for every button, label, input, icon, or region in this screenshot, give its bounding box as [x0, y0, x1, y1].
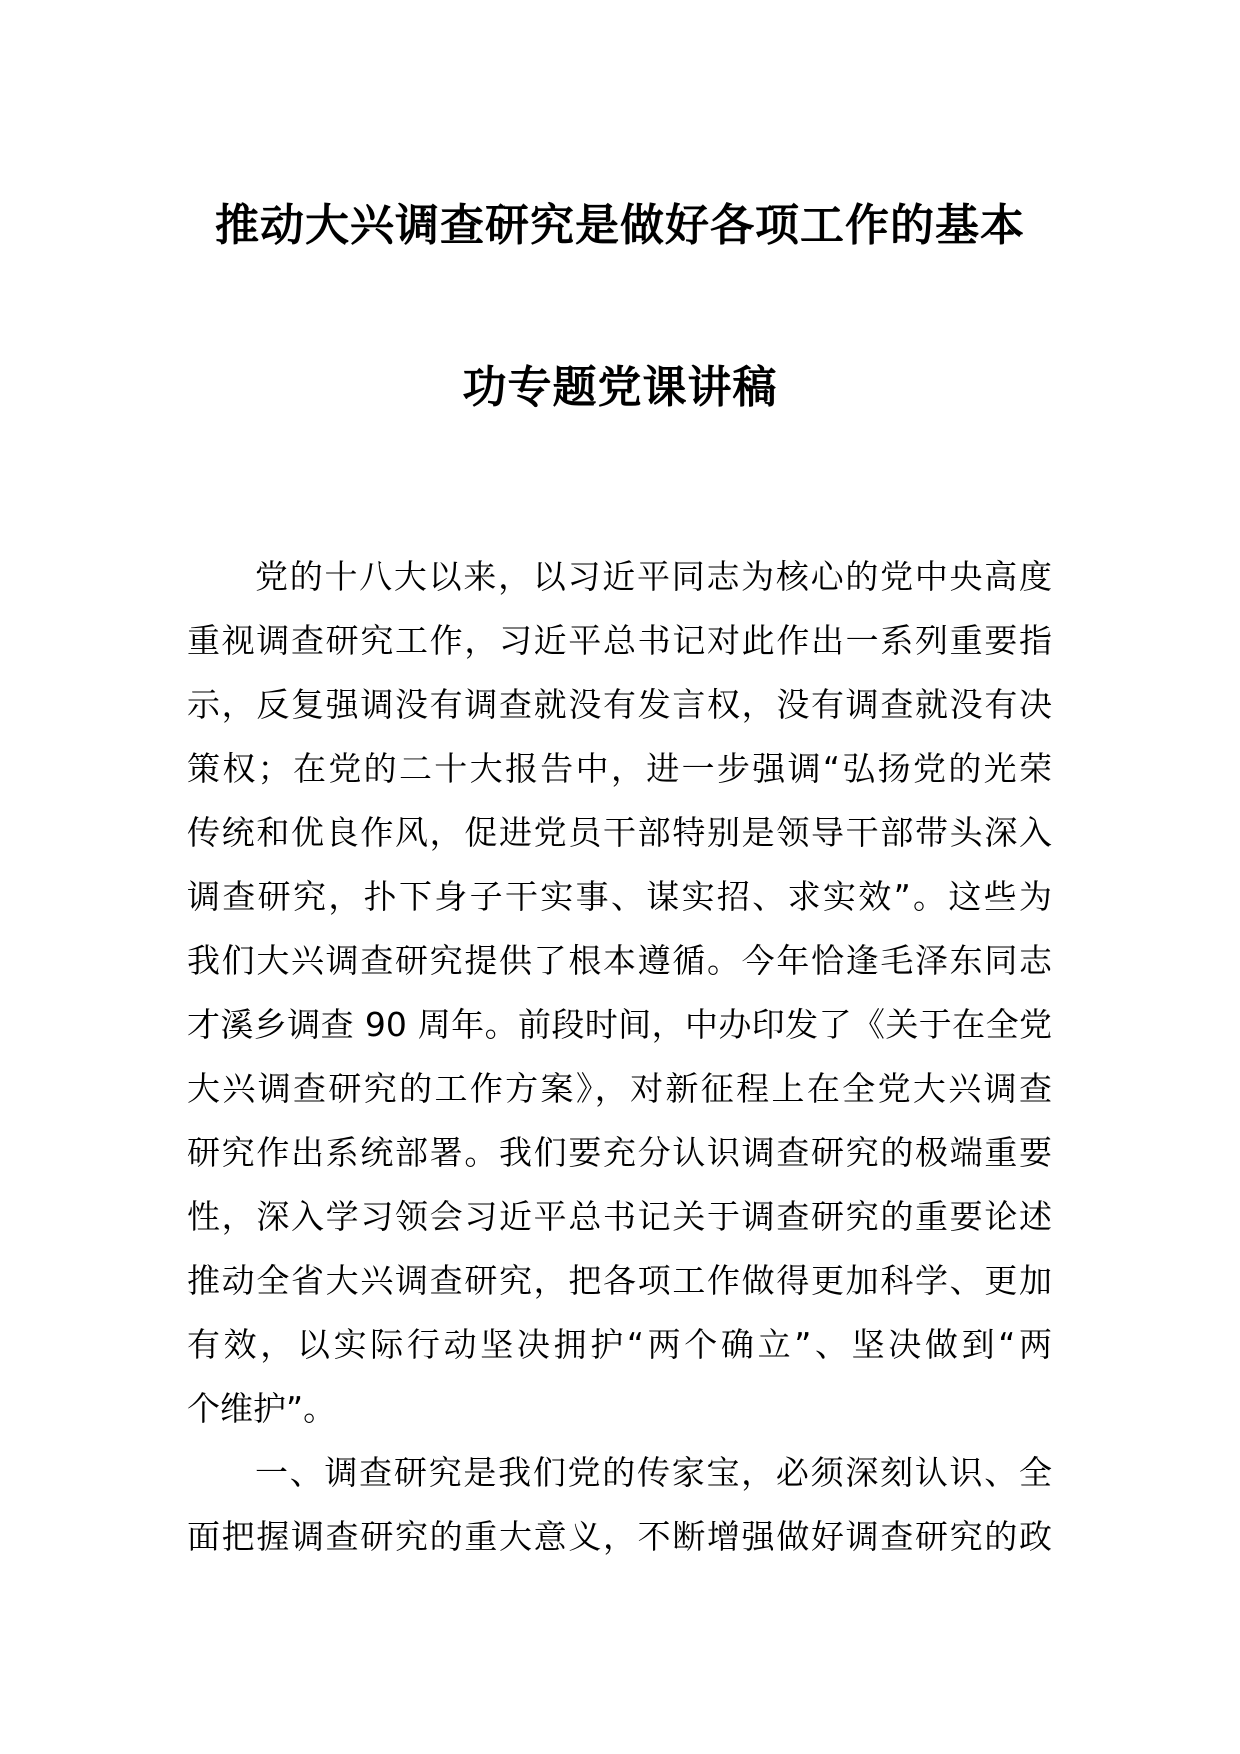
paragraph-line: 重视调查研究工作，习近平总书记对此作出一系列重要指	[187, 621, 1052, 660]
paragraph-line: 有效，以实际行动坚决拥护“两个确立”、坚决做到“两	[187, 1325, 1052, 1364]
paragraph-line: 党的十八大以来，以习近平同志为核心的党中央高度	[255, 557, 1052, 596]
paragraph-line: 才溪乡调查 90 周年。前段时间，中办印发了《关于在全党	[187, 1005, 1052, 1044]
document-body	[187, 545, 1052, 1569]
paragraph-line: 调查研究，扑下身子干实事、谋实招、求实效”。这些为	[187, 877, 1052, 916]
document-title	[150, 196, 1090, 418]
paragraph-line: 研究作出系统部署。我们要充分认识调查研究的极端重要	[187, 1133, 1052, 1172]
paragraph-line: 我们大兴调查研究提供了根本遵循。今年恰逢毛泽东同志	[187, 941, 1052, 980]
paragraph-line: 一、调查研究是我们党的传家宝，必须深刻认识、全	[255, 1453, 1052, 1492]
paragraph-1	[187, 545, 1052, 1441]
paragraph-line: 个维护”。	[187, 1389, 337, 1428]
paragraph-line: 面把握调查研究的重大意义，不断增强做好调查研究的政	[187, 1517, 1052, 1556]
paragraph-line: 性，深入学习领会习近平总书记关于调查研究的重要论述	[187, 1197, 1052, 1236]
title-line-1: 推动大兴调查研究是做好各项工作的基本	[215, 200, 1025, 251]
paragraph-2	[187, 1441, 1052, 1569]
paragraph-line: 推动全省大兴调查研究，把各项工作做得更加科学、更加	[187, 1261, 1052, 1300]
paragraph-line: 大兴调查研究的工作方案》，对新征程上在全党大兴调查	[187, 1069, 1052, 1108]
paragraph-line: 策权；在党的二十大报告中，进一步强调“弘扬党的光荣	[187, 749, 1052, 788]
title-line-2: 功专题党课讲稿	[462, 362, 778, 413]
paragraph-line: 传统和优良作风，促进党员干部特别是领导干部带头深入	[187, 813, 1052, 852]
paragraph-line: 示，反复强调没有调查就没有发言权，没有调查就没有决	[187, 685, 1052, 724]
